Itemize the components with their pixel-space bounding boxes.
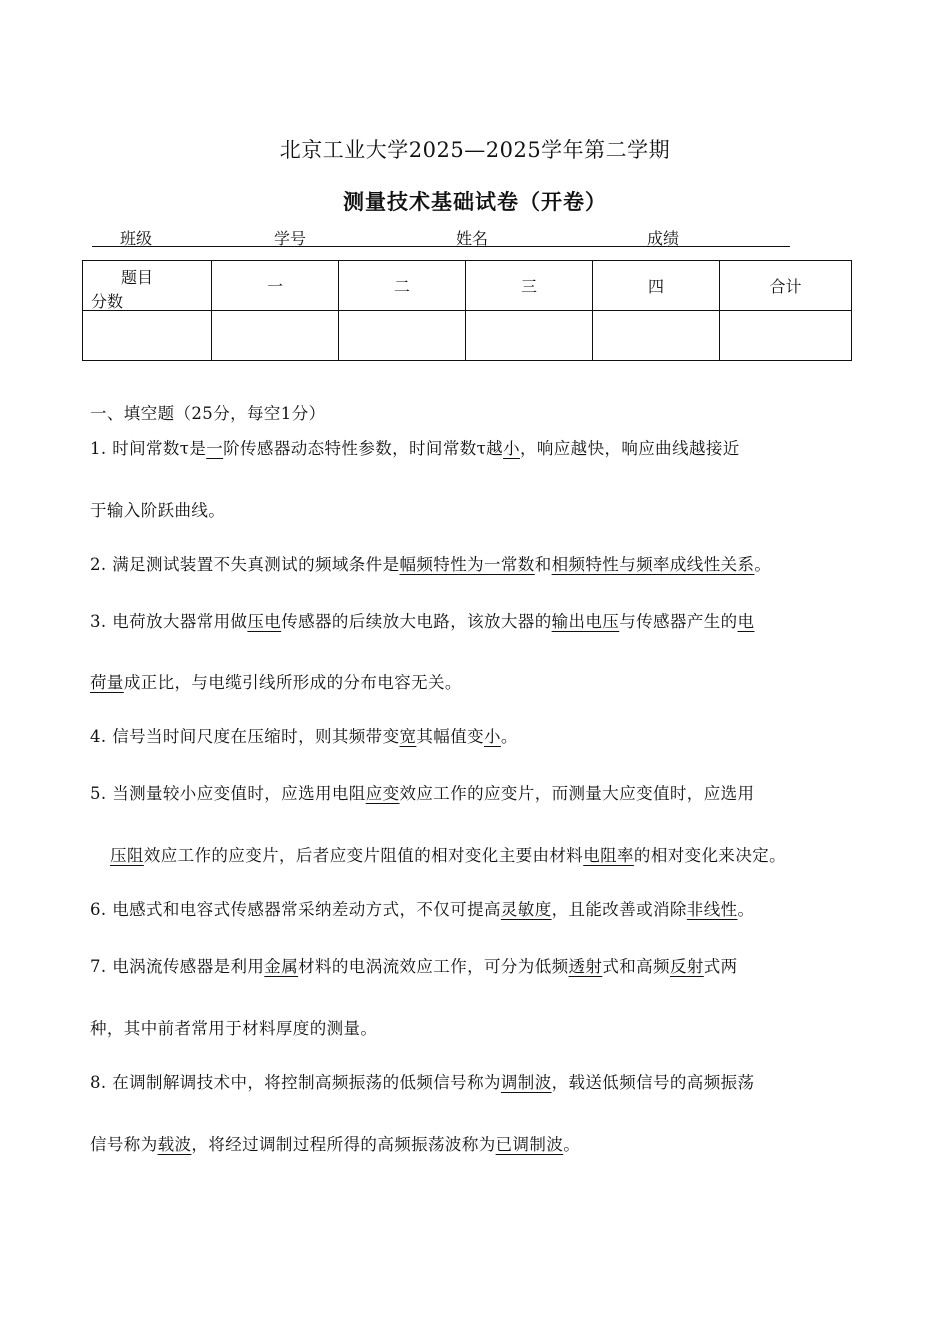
answer-blank: 小 [484,727,501,746]
answer-blank: 反射 [669,957,704,976]
answer-blank: 电 [737,612,755,631]
answer-blank: 灵敏度 [500,900,552,919]
answer-blank: 一 [206,439,224,458]
answer-blank: 非线性 [686,900,738,919]
score-table-corner-cell [83,261,212,311]
answer-blank: 荷量 [90,673,124,692]
score-table-header-row [83,261,852,311]
column-header: 二 [339,261,466,311]
score-cell [83,311,212,361]
answer-blank: 压阻 [110,846,144,865]
answer-blank: 压电 [247,612,282,631]
student-id-label: 学号 [274,229,307,248]
score-cell [466,311,593,361]
answer-blank: 相频特性与频率成线性关系 [551,555,755,574]
answer-blank: 电阻率 [583,846,634,865]
score-cell [339,311,466,361]
class-label: 班级 [120,229,153,248]
answer-blank: 小 [503,439,520,458]
answer-blank: 宽 [399,727,417,746]
answer-blank: 调制波 [500,1073,552,1092]
score-label: 成绩 [647,229,680,248]
question-5-line-1: 5. 当测量较小应变值时，应选用电阻应变效应工作的应变片，而测量大应变值时，应选用 [90,784,755,803]
question-1-line-1: 1. 时间常数τ是一阶传感器动态特性参数，时间常数τ越小，响应越快，响应曲线越接近 [90,439,740,458]
answer-blank: 幅频特性为一常数 [399,555,535,574]
column-header: 三 [466,261,593,311]
corner-question-label: 题目 [121,268,154,287]
score-cell [212,311,339,361]
column-header-total: 合计 [720,261,852,311]
question-2: 2. 满足测试装置不失真测试的频域条件是幅频特性为一常数和相频特性与频率成线性关系。 [90,555,772,574]
score-table-score-row [83,311,852,361]
score-cell [720,311,852,361]
answer-blank: 已调制波 [495,1135,564,1154]
question-4: 4. 信号当时间尺度在压缩时，则其频带变宽其幅值变小。 [90,727,518,746]
column-header: 四 [593,261,720,311]
corner-score-label: 分数 [91,292,124,311]
answer-blank: 应变 [365,784,400,803]
student-info-row [92,226,790,247]
question-1-line-2: 于输入阶跃曲线。 [90,501,226,520]
exam-subtitle: 测量技术基础试卷（开卷） [343,189,607,214]
score-cell [593,311,720,361]
question-7-line-2: 种，其中前者常用于材料厚度的测量。 [90,1019,378,1038]
question-5-line-2: 压阻效应工作的应变片，后者应变片阻值的相对变化主要由材料电阻率的相对变化来决定。 [110,846,787,865]
section-heading: 一、填空题（25分，每空1分） [90,404,326,423]
answer-blank: 金属 [264,957,299,976]
question-6: 6. 电感式和电容式传感器常采纳差动方式，不仅可提高灵敏度，且能改善或消除非线性。 [90,900,755,919]
question-8-line-1: 8. 在调制解调技术中，将控制高频振荡的低频信号称为调制波，载送低频信号的高频振荡 [90,1073,755,1092]
question-3-line-2: 荷量成正比，与电缆引线所形成的分布电容无关。 [90,673,462,692]
question-8-line-2: 信号称为载波，将经过调制过程所得的高频振荡波称为已调制波。 [90,1135,581,1154]
name-label: 姓名 [456,229,489,248]
column-header: 一 [212,261,339,311]
question-7-line-1: 7. 电涡流传感器是利用金属材料的电涡流效应工作，可分为低频透射式和高频反射式两 [90,957,738,976]
exam-title: 北京工业大学2025—2025学年第二学期 [279,138,671,162]
answer-blank: 载波 [157,1135,192,1154]
answer-blank: 输出电压 [551,612,620,631]
answer-blank: 透射 [568,957,603,976]
question-3-line-1: 3. 电荷放大器常用做压电传感器的后续放大电路，该放大器的输出电压与传感器产生的电 [90,612,755,631]
score-table [82,260,852,361]
